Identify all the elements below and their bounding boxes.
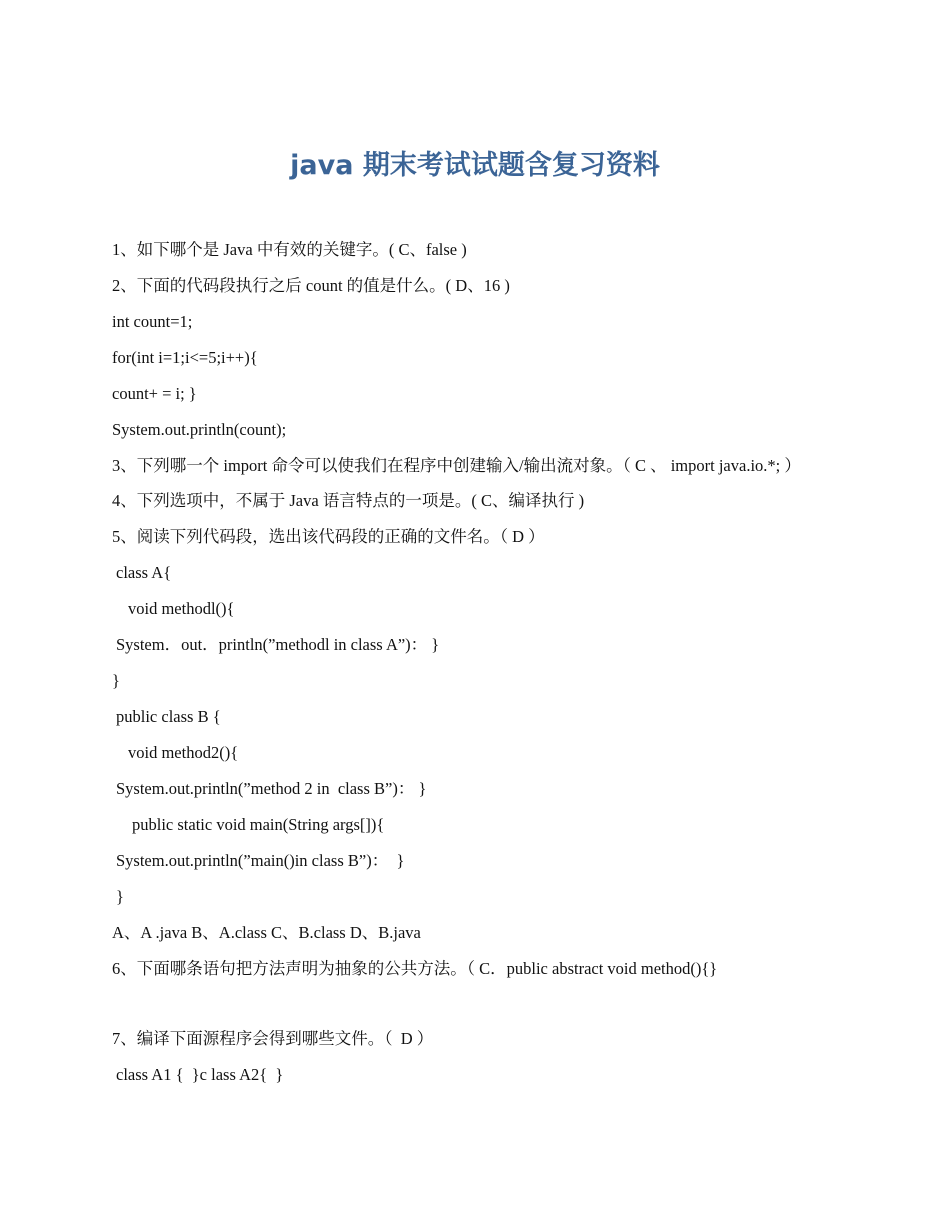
code-line: } xyxy=(116,887,124,906)
code-line: class A{ xyxy=(116,563,172,582)
question-3: 3、下列哪一个 import 命令可以使我们在程序中创建输入/输出流对象。（ C 、 import java.io.*; ） xyxy=(112,456,801,475)
question-6: 6、下面哪条语句把方法声明为抽象的公共方法。（ C．public abstract void method(){} xyxy=(112,959,718,978)
code-line: for(int i=1;i<=5;i++){ xyxy=(112,348,258,367)
answer-options: A、A .java B、A.class C、B.class D、B.java xyxy=(112,923,421,942)
question-5: 5、阅读下列代码段，选出该代码段的正确的文件名。（ D ） xyxy=(112,527,545,546)
document-body xyxy=(112,232,818,1093)
code-line: System．out．println(”methodl in class A”)： } xyxy=(116,635,440,654)
question-2: 2、下面的代码段执行之后 count 的值是什么。( D、16 ) xyxy=(112,276,510,295)
code-line: System.out.println(count); xyxy=(112,420,287,439)
question-4: 4、下列选项中，不属于 Java 语言特点的一项是。( C、编译执行 ) xyxy=(112,491,585,510)
document-title: java 期末考试试题含复习资料 xyxy=(290,150,660,181)
code-line: class A1 { }c lass A2{ } xyxy=(116,1065,284,1084)
code-line: System.out.println(”method 2 in class B”)： } xyxy=(116,779,427,798)
code-line: public static void main(String args[]){ xyxy=(132,815,385,834)
code-line: void methodl(){ xyxy=(128,599,235,618)
code-line: System.out.println(”main()in class B”)： } xyxy=(116,851,405,870)
question-7: 7、编译下面源程序会得到哪些文件。（ D ） xyxy=(112,1029,434,1048)
code-line: void method2(){ xyxy=(128,743,239,762)
code-line: count+ = i; } xyxy=(112,384,197,403)
code-line: public class B { xyxy=(116,707,221,726)
code-line: int count=1; xyxy=(112,312,193,331)
code-line: } xyxy=(112,671,120,690)
question-1: 1、如下哪个是 Java 中有效的关键字。( C、false ) xyxy=(112,240,467,259)
